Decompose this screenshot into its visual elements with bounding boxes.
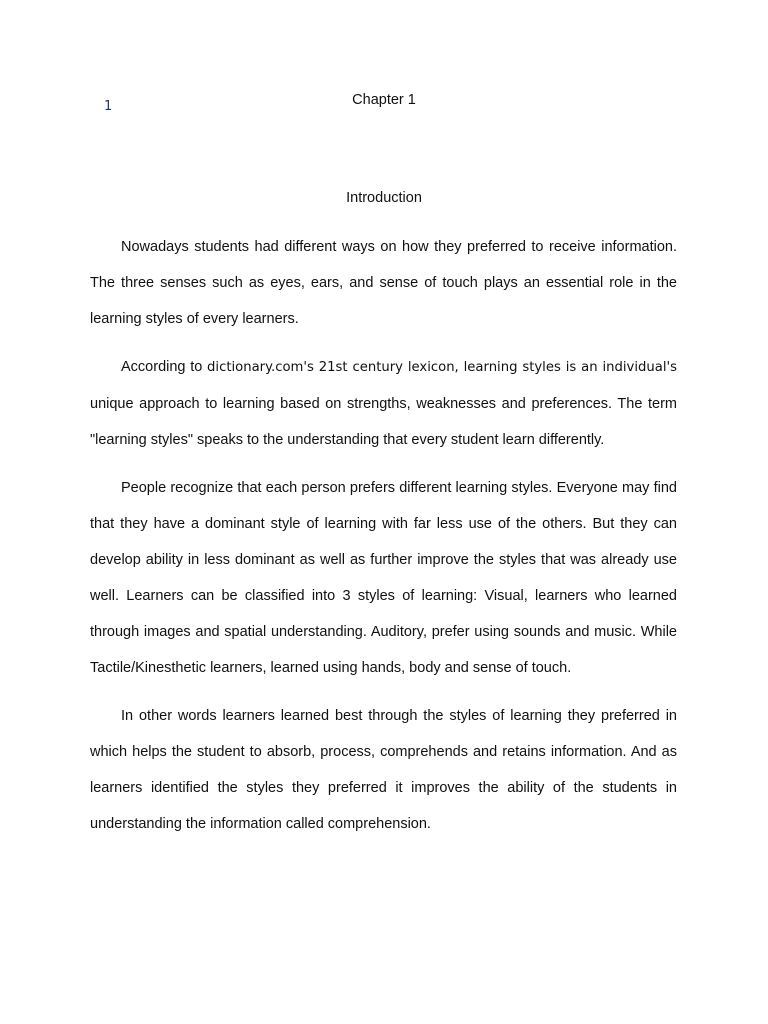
paragraph-3: People recognize that each person prefers different learning styles. Everyone may find that they have a dominant style of learning with far less use of the others. But they can develop ability in less dominant as well as further improve the styles that was already use well. Learners can be classified into 3 styles of learning: Visual, learners who learned through images and spatial understanding. Auditory, prefer using sounds and music. While Tactile/Kinesthetic learners, learned using hands, body and sense of touch.	[90, 480, 677, 676]
section-heading: Introduction	[346, 190, 422, 206]
paragraph-2	[90, 349, 677, 458]
paragraph-2-rest: unique approach to learning based on strengths, weaknesses and preferences. The term "learning styles" speaks to the understanding that every student learn differently.	[90, 396, 677, 448]
paragraph-1: Nowadays students had different ways on how they preferred to receive information. The three senses such as eyes, ears, and sense of touch plays an essential role in the learning styles of every learners.	[90, 239, 677, 327]
body-text	[90, 229, 677, 854]
paragraph-4: In other words learners learned best through the styles of learning they preferred in which helps the student to absorb, process, comprehends and retains information. And as learners identified the styles they preferred it improves the ability of the students in understanding the information called comprehension.	[90, 708, 677, 832]
chapter-title: Chapter 1	[352, 92, 416, 108]
paragraph-2-quote: dictionary.com's 21st century lexicon, learning styles is an individual's	[207, 360, 677, 375]
paragraph-2-lead: According to	[121, 359, 208, 375]
page-number: 1	[104, 99, 113, 114]
